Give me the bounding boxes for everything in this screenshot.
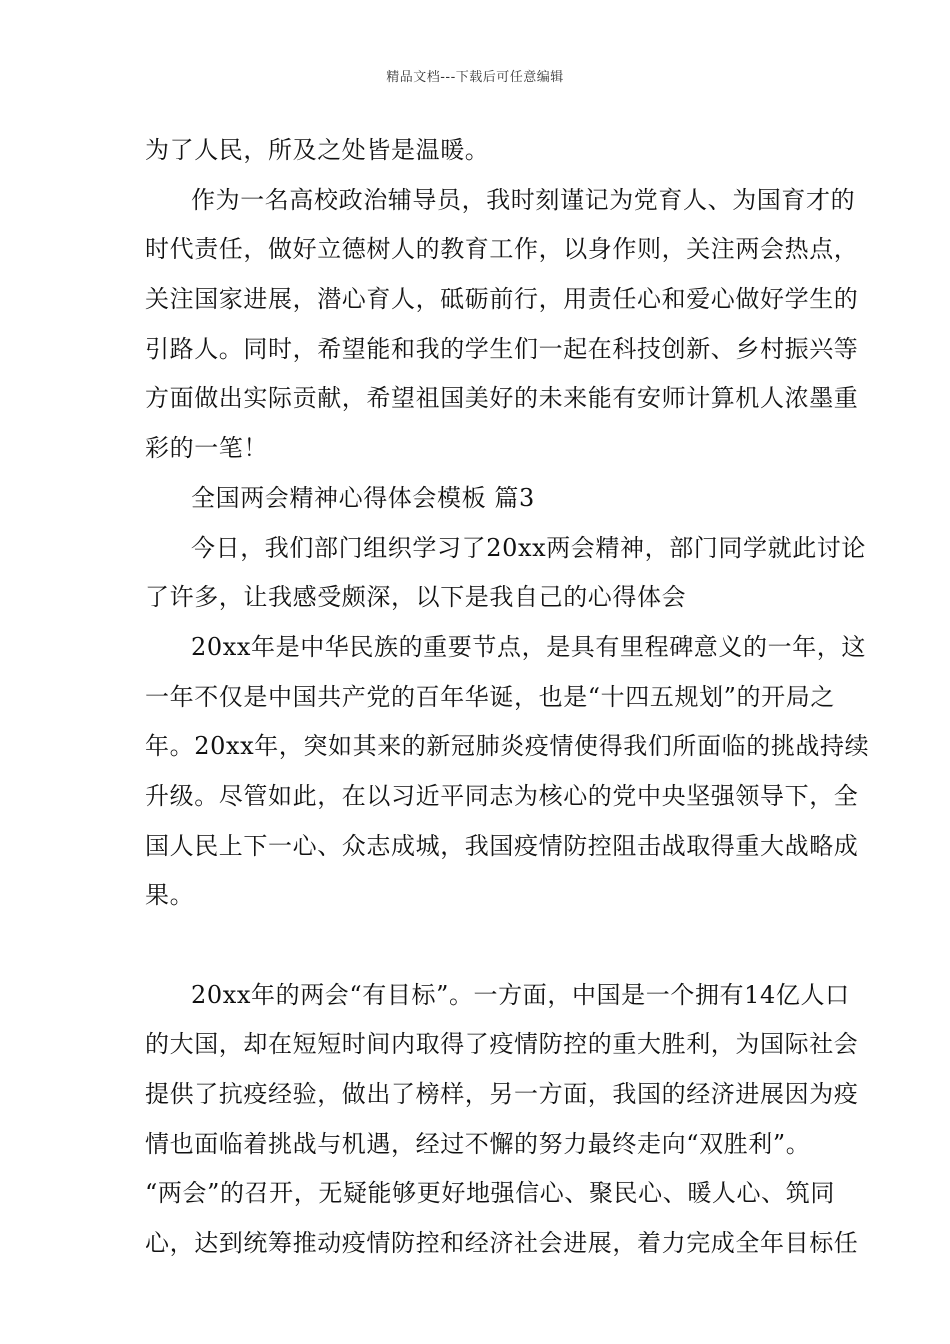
text-line: 今日，我们部门组织学习了20xx两会精神，部门同学就此讨论 bbox=[191, 533, 867, 562]
text-line: 国人民上下一心、众志成城，我国疫情防控阻击战取得重大战略成 bbox=[145, 831, 859, 860]
text-line: 果。 bbox=[145, 881, 195, 910]
text-line: 方面做出实际贡献，希望祖国美好的未来能有安师计算机人浓墨重 bbox=[145, 384, 859, 413]
document-body bbox=[145, 126, 870, 1269]
text-line: “两会”的召开，无疑能够更好地强信心、聚民心、暖人心、筑同 bbox=[145, 1179, 835, 1208]
text-line: 情也面临着挑战与机遇，经过不懈的努力最终走向“双胜利”。 bbox=[145, 1129, 811, 1158]
text-line: 提供了抗疫经验，做出了榜样，另一方面，我国的经济进展因为疫 bbox=[145, 1080, 859, 1109]
text-line: 的大国，却在短短时间内取得了疫情防控的重大胜利，为国际社会 bbox=[145, 1030, 859, 1059]
text-line: 作为一名高校政治辅导员，我时刻谨记为党育人、为国育才的 bbox=[191, 185, 856, 214]
text-line: 彩的一笔！ bbox=[145, 434, 268, 463]
section-heading: 全国两会精神心得体会模板 篇3 bbox=[191, 483, 535, 512]
text-line: 年。20xx年，突如其来的新冠肺炎疫情使得我们所面临的挑战持续 bbox=[145, 732, 870, 761]
text-line: 升级。尽管如此，在以习近平同志为核心的党中央坚强领导下，全 bbox=[145, 781, 859, 810]
text-line: 时代责任，做好立德树人的教育工作，以身作则，关注两会热点， bbox=[145, 235, 859, 264]
text-line: 引路人。同时，希望能和我的学生们一起在科技创新、乡村振兴等 bbox=[145, 334, 859, 363]
text-line: 20xx年是中华民族的重要节点，是具有里程碑意义的一年，这 bbox=[191, 632, 867, 661]
page-header: 精品文档---下载后可任意编辑 bbox=[386, 70, 564, 85]
text-line: 20xx年的两会“有目标”。一方面，中国是一个拥有14亿人口 bbox=[191, 980, 850, 1009]
text-line: 为了人民，所及之处皆是温暖。 bbox=[145, 136, 490, 164]
text-line: 关注国家进展，潜心育人，砥砺前行，用责任心和爱心做好学生的 bbox=[145, 285, 859, 314]
text-line: 了许多，让我感受颇深，以下是我自己的心得体会 bbox=[145, 583, 687, 612]
paragraph-gap bbox=[145, 921, 807, 971]
text-line: 一年不仅是中国共产党的百年华诞，也是“十四五规划”的开局之 bbox=[145, 682, 835, 711]
text-line: 心，达到统筹推动疫情防控和经济社会进展，着力完成全年目标任 bbox=[145, 1229, 859, 1258]
